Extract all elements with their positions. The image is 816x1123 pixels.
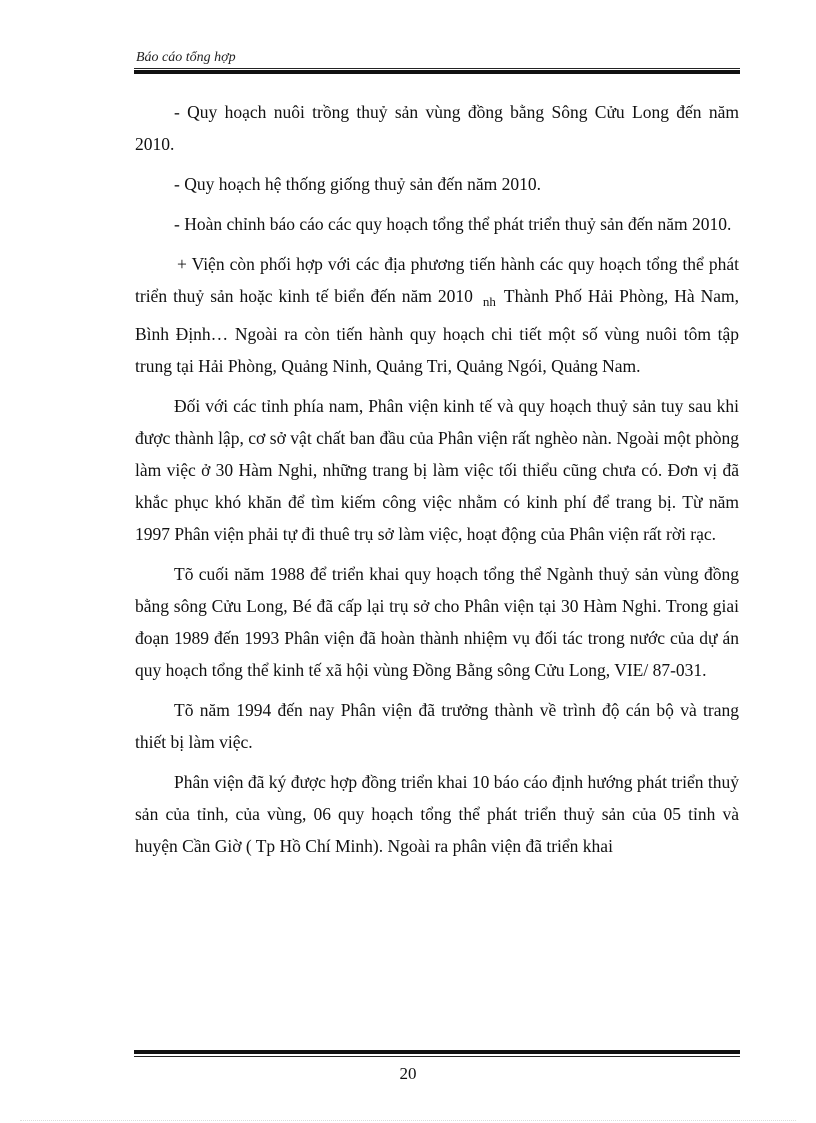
paragraph: Tõ cuối năm 1988 để triển khai quy hoạch tổng thể Ngành thuỷ sản vùng đồng bằng sông Cửu Long, Bé đã cấp lại trụ sở cho Phân viện tại 30 Hàm Nghi. Trong giai đoạn 1989 đến 1993 Phân viện đã hoàn thành nhiệm vụ đối tác trong nước của dự án quy hoạch tổng thể kinh tế xã hội vùng Đồng Bằng sông Cửu Long, VIE/ 87-031.	[135, 564, 739, 680]
paragraph: Tõ năm 1994 đến nay Phân viện đã trưởng thành về trình độ cán bộ và trang thiết bị làm việc.	[135, 700, 739, 752]
header-rule-thick	[134, 70, 740, 74]
plus-paragraph-part2: Thành Phố Hải Phòng, Hà Nam, Bình Định… Ngoài ra còn tiến hành quy hoạch chi tiết một số vùng nuôi tôm tập trung tại Hải Phòng, Quảng Ninh, Quảng Tri, Quảng Ngói, Quảng Nam.	[135, 286, 740, 376]
plus-paragraph-part1: + Viện còn phối hợp với các địa phương tiến hành các quy hoạch tổng thể phát triển thuỷ sản hoặc kinh tế biển đến năm 2010	[135, 254, 739, 306]
page-edge-divider	[20, 1120, 796, 1121]
plus-paragraph	[135, 248, 739, 382]
list-item: - Hoàn chỉnh báo cáo các quy hoạch tổng thể phát triển thuỷ sản đến năm 2010.	[174, 214, 732, 234]
header-rule-thin	[134, 68, 740, 69]
subscript-nh: nh	[482, 294, 496, 309]
page-number: 20	[399, 1064, 417, 1083]
paragraph: Phân viện đã ký được hợp đồng triển khai 10 báo cáo định hướng phát triển thuỷ sản của tỉnh, của vùng, 06 quy hoạch tổng thể phát triển thuỷ sản của 05 tỉnh và huyện Cần Giờ ( Tp Hồ Chí Minh). Ngoài ra phân viện đã triển khai	[135, 772, 739, 856]
list-item: - Quy hoạch nuôi trồng thuỷ sản vùng đồng bằng Sông Cửu Long đến năm 2010.	[135, 102, 739, 154]
body-text	[135, 96, 739, 870]
paragraph: Đối với các tỉnh phía nam, Phân viện kinh tế và quy hoạch thuỷ sản tuy sau khi được thành lập, cơ sở vật chất ban đầu của Phân viện rất nghèo nàn. Ngoài một phòng làm việc ở 30 Hàm Nghi, những trang bị làm việc tối thiểu cũng chưa có. Đơn vị đã khắc phục khó khăn để tìm kiếm công việc nhằm có kinh phí để trang bị. Từ năm 1997 Phân viện phải tự đi thuê trụ sở làm việc, hoạt động của Phân viện rất rời rạc.	[135, 396, 739, 544]
header-title: Báo cáo tổng hợp	[136, 50, 236, 65]
footer-rule-thin	[134, 1056, 740, 1057]
footer-rule-thick	[134, 1050, 740, 1054]
list-item: - Quy hoạch hệ thống giống thuỷ sản đến năm 2010.	[174, 174, 541, 194]
